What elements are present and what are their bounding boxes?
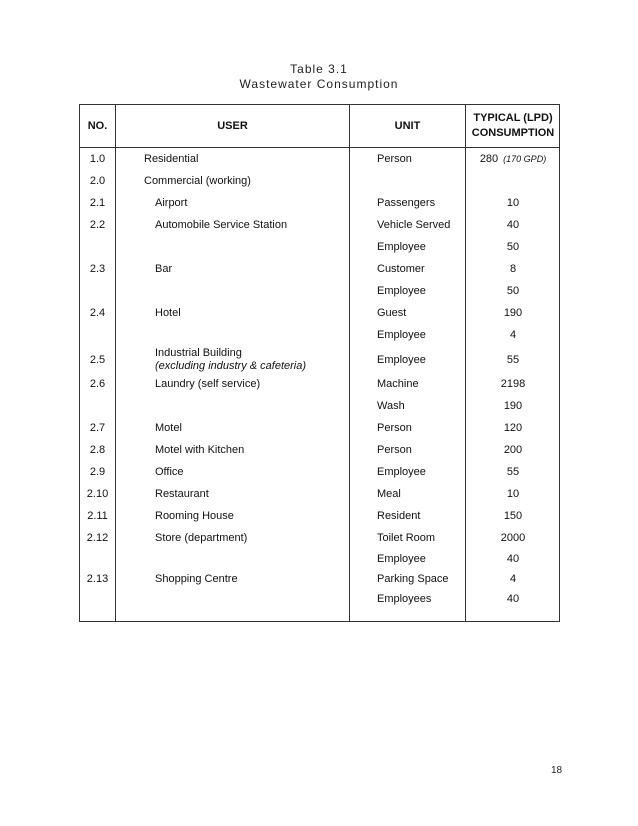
row-number: 2.4 [89, 307, 106, 319]
row-unit: Meal [377, 488, 401, 500]
row-value: 8 [509, 263, 517, 275]
table-body [80, 148, 559, 609]
row-number [80, 324, 115, 346]
row-number: 2.9 [89, 466, 106, 478]
row-number: 2.1 [89, 197, 106, 209]
row-number [80, 395, 115, 417]
table-row [80, 569, 559, 589]
row-number: 2.12 [86, 532, 109, 544]
row-unit: Customer [377, 263, 425, 275]
row-typical-consumption [466, 483, 560, 505]
row-number: 2.8 [89, 444, 106, 456]
row-unit: Employee [377, 285, 426, 297]
row-user: Motel [155, 422, 182, 434]
row-value-note: (170 GPD) [503, 154, 547, 164]
table-row [80, 258, 559, 280]
row-user-note: (excluding industry & cafeteria) [155, 359, 307, 372]
row-user: Residential [144, 153, 199, 165]
row-unit: Person [377, 444, 412, 456]
table-row [80, 280, 559, 302]
row-number [80, 549, 115, 569]
table-caption-number: Table 3.1 [290, 62, 348, 76]
header-unit: UNIT [394, 119, 421, 132]
table-row [80, 589, 559, 609]
row-value: 2198 [500, 378, 526, 390]
row-typical-consumption [466, 324, 560, 346]
row-number [80, 236, 115, 258]
row-value: 120 [503, 422, 523, 434]
row-unit: Wash [377, 400, 405, 412]
header-typical-consumption [466, 105, 560, 147]
row-user: Store (department) [155, 532, 248, 544]
row-number: 2.2 [89, 219, 106, 231]
row-number: 2.5 [89, 353, 106, 366]
table-row [80, 395, 559, 417]
table-row [80, 214, 559, 236]
row-value: 40 [506, 219, 520, 231]
table-row [80, 461, 559, 483]
row-value: 190 [503, 400, 523, 412]
table-row [80, 549, 559, 569]
row-user: Bar [155, 263, 173, 275]
row-value: 200 [503, 444, 523, 456]
row-value: 10 [506, 488, 520, 500]
row-typical-consumption [466, 148, 560, 170]
row-value: 4 [509, 329, 517, 341]
row-number [80, 589, 115, 609]
row-unit: Employee [377, 353, 426, 366]
row-user: Shopping Centre [155, 573, 238, 585]
row-unit: Employee [377, 553, 426, 565]
row-value: 55 [506, 466, 520, 478]
header-typical-line1: TYPICAL (LPD) [473, 112, 553, 124]
row-number [80, 280, 115, 302]
row-number: 2.7 [89, 422, 106, 434]
table-row [80, 373, 559, 395]
row-user: Rooming House [155, 510, 234, 522]
row-typical-consumption [466, 417, 560, 439]
row-value: 55 [506, 353, 520, 366]
table-row [80, 148, 559, 170]
row-value: 40 [506, 553, 520, 565]
row-value: 10 [506, 197, 520, 209]
row-user-label: Industrial Building [155, 346, 242, 359]
row-user: Automobile Service Station [155, 219, 288, 231]
row-user: Restaurant [155, 488, 209, 500]
row-typical-consumption [466, 461, 560, 483]
row-typical-consumption [466, 302, 560, 324]
row-value: 190 [503, 307, 523, 319]
row-unit: Passengers [377, 197, 436, 209]
wastewater-table [79, 104, 560, 622]
row-number: 2.3 [89, 263, 106, 275]
row-value: 280 [479, 153, 499, 165]
row-unit: Vehicle Served [377, 219, 451, 231]
row-user: Airport [155, 197, 188, 209]
header-user: USER [217, 119, 248, 132]
row-typical-consumption [466, 395, 560, 417]
page-number: 18 [551, 765, 563, 776]
row-typical-consumption [466, 373, 560, 395]
row-number: 2.6 [89, 378, 106, 390]
row-user [155, 346, 306, 373]
row-value: 50 [506, 241, 520, 253]
row-unit: Employee [377, 241, 426, 253]
row-value: 2000 [500, 532, 526, 544]
table-row [80, 439, 559, 461]
row-typical-consumption [466, 280, 560, 302]
row-unit: Employee [377, 329, 426, 341]
row-user: Hotel [155, 307, 181, 319]
row-number: 1.0 [89, 153, 106, 165]
row-typical-consumption [466, 439, 560, 461]
row-user: Office [155, 466, 184, 478]
row-typical-consumption [466, 589, 560, 609]
row-unit: Guest [377, 307, 407, 319]
row-unit: Parking Space [377, 573, 449, 585]
table-row [80, 192, 559, 214]
header-typical-line2: CONSUMPTION [471, 127, 555, 139]
row-user: Motel with Kitchen [155, 444, 245, 456]
row-user: Laundry (self service) [155, 378, 261, 390]
row-typical-consumption [466, 236, 560, 258]
table-row [80, 417, 559, 439]
header-no: NO. [87, 119, 108, 132]
row-typical-consumption [466, 549, 560, 569]
table-row [80, 170, 559, 192]
table-row [80, 324, 559, 346]
row-value: 50 [506, 285, 520, 297]
row-typical-consumption [466, 192, 560, 214]
table-row [80, 302, 559, 324]
row-number: 2.0 [89, 175, 106, 187]
row-number: 2.11 [87, 510, 108, 522]
row-unit: Employee [377, 466, 426, 478]
row-typical-consumption [466, 505, 560, 527]
row-unit: Toilet Room [377, 532, 436, 544]
row-unit: Person [377, 422, 412, 434]
row-typical-consumption [466, 170, 560, 192]
row-unit: Person [377, 153, 412, 165]
row-typical-consumption [466, 346, 560, 373]
row-typical-consumption [466, 527, 560, 549]
table-row [80, 346, 559, 373]
table-row [80, 527, 559, 549]
row-value: 150 [503, 510, 523, 522]
table-row [80, 483, 559, 505]
row-number: 2.10 [86, 488, 109, 500]
table-caption-title: Wastewater Consumption [239, 77, 399, 91]
row-unit: Machine [377, 378, 419, 390]
row-value: 4 [509, 573, 517, 585]
row-typical-consumption [466, 569, 560, 589]
table-row [80, 505, 559, 527]
row-unit: Resident [377, 510, 421, 522]
row-typical-consumption [466, 214, 560, 236]
row-user: Commercial (working) [144, 175, 251, 187]
table-row [80, 236, 559, 258]
row-typical-consumption [466, 258, 560, 280]
row-number: 2.13 [86, 573, 109, 585]
row-value: 40 [506, 593, 520, 605]
row-unit: Employees [377, 593, 432, 605]
